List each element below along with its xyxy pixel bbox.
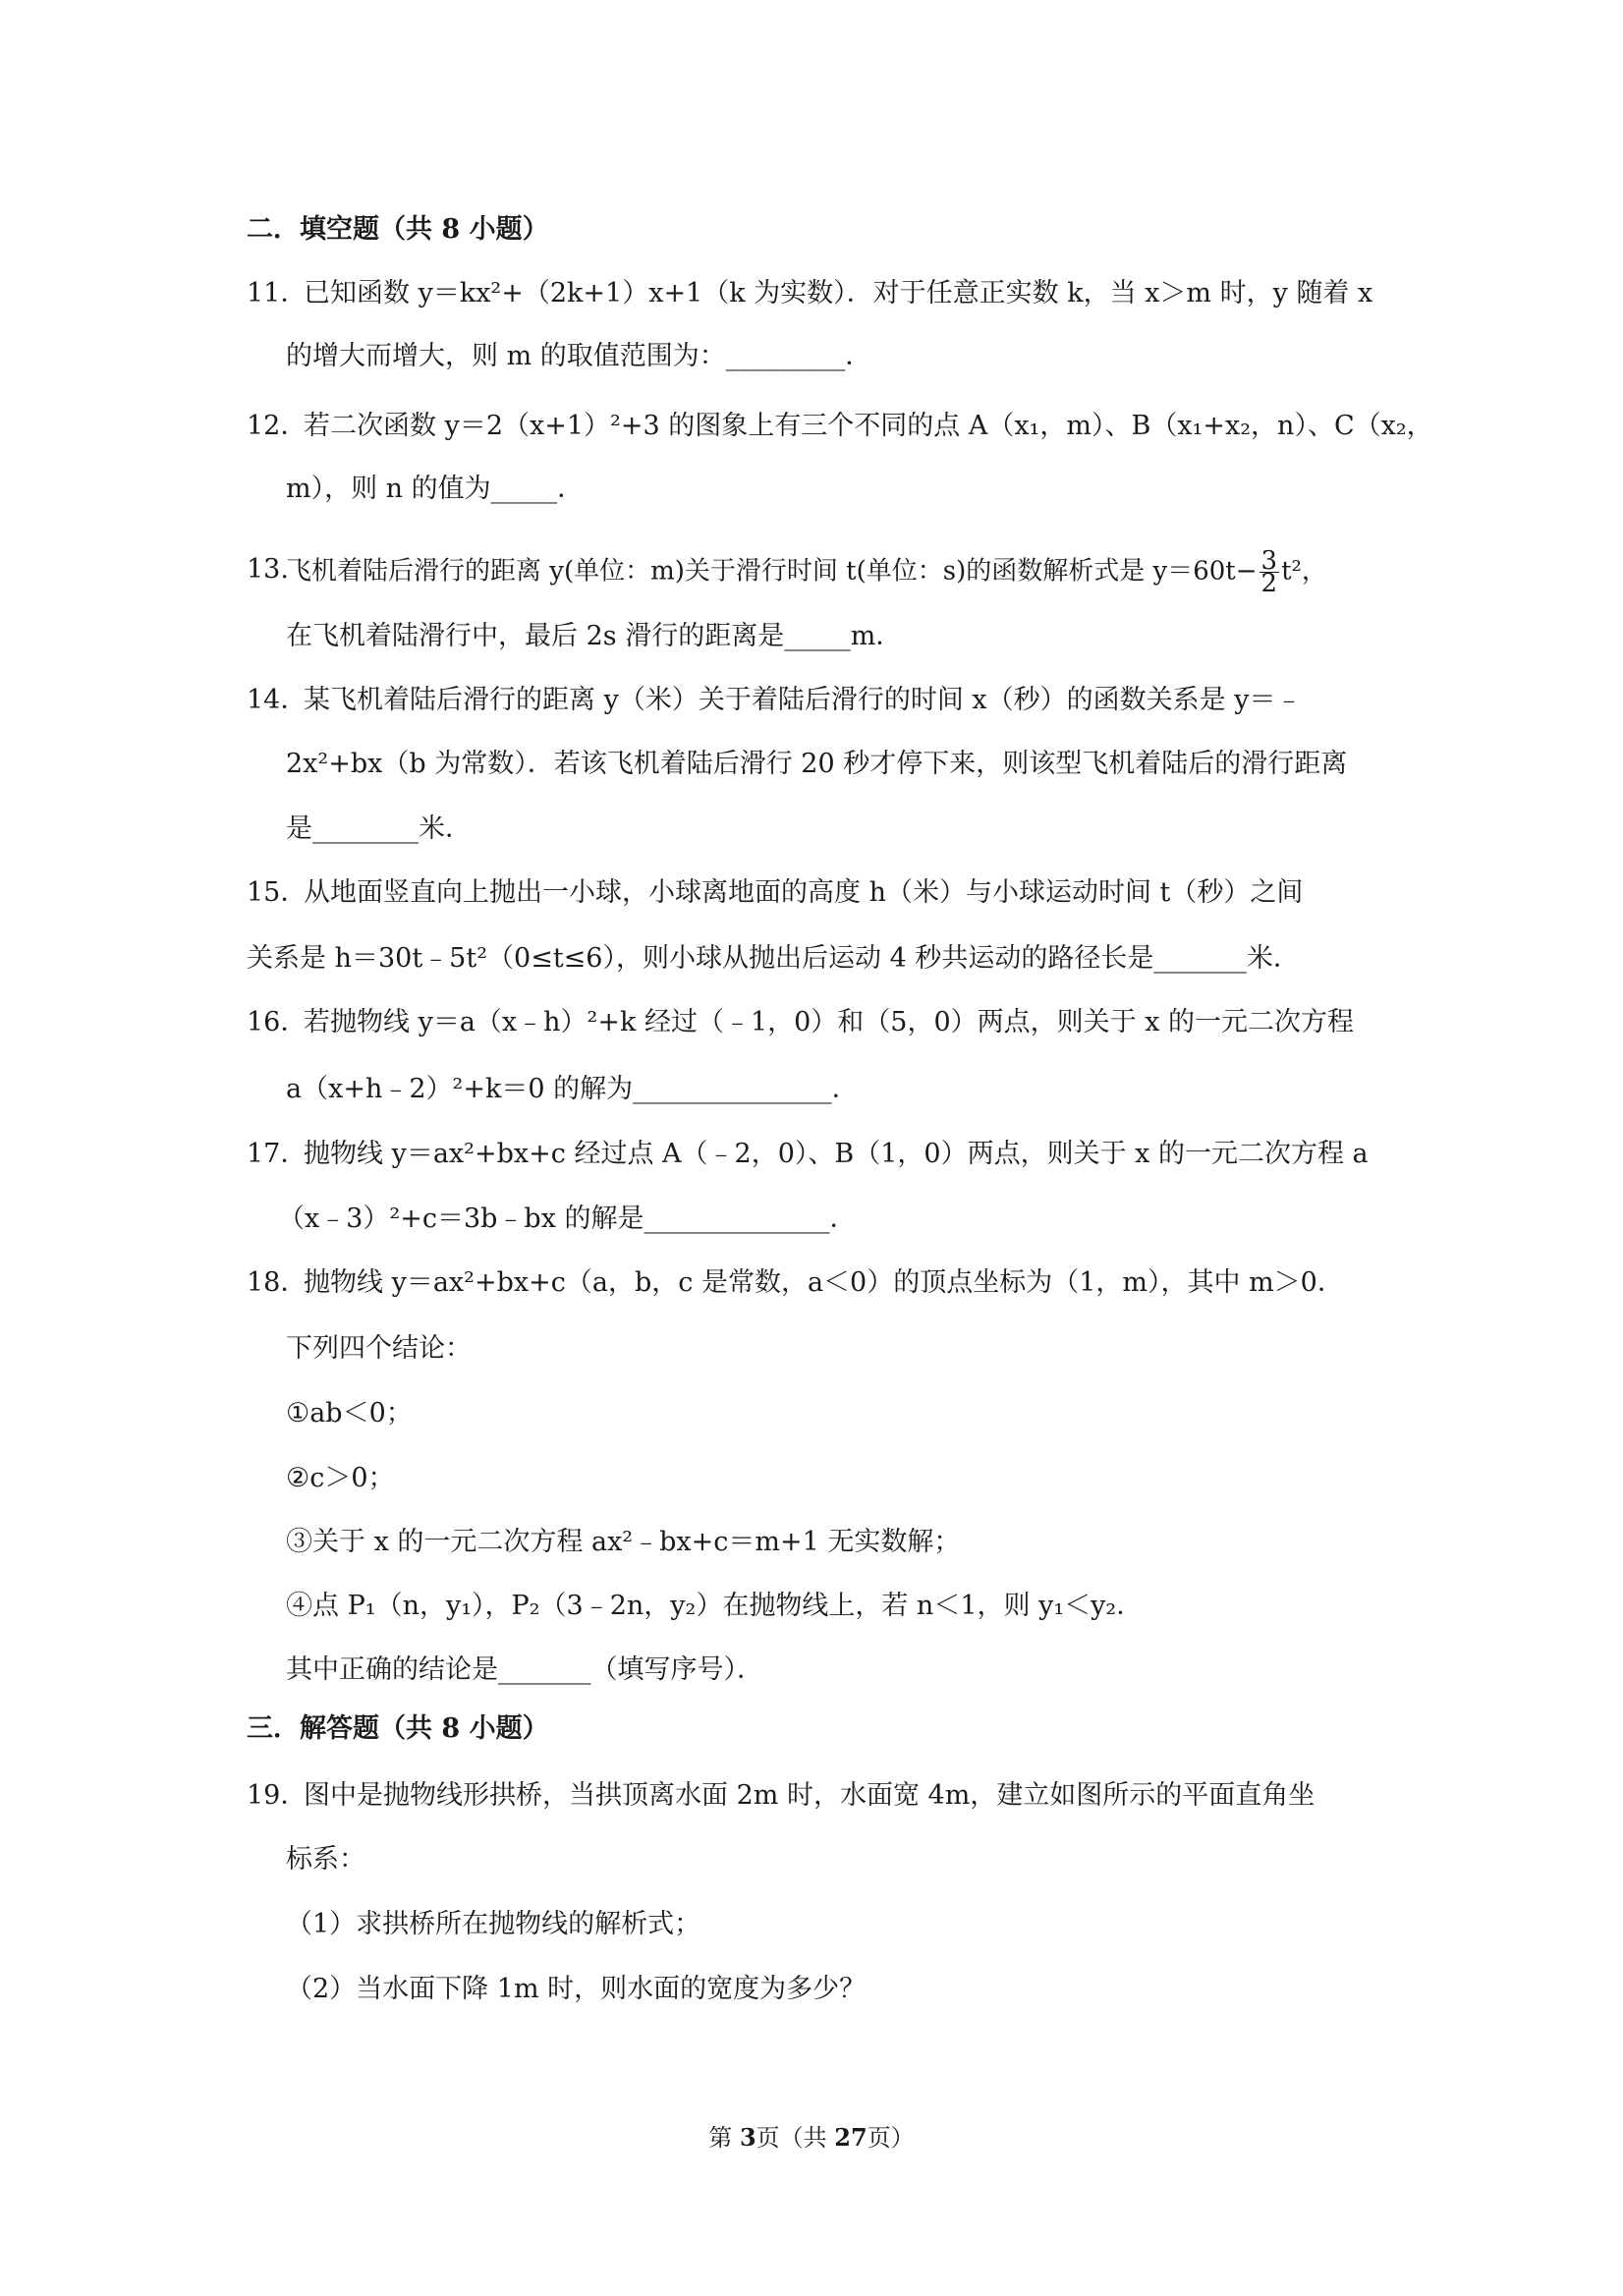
choice-text: ④点 P₁（n，y₁），P₂（3﹣2n，y₂）在抛物线上，若 n＜1，则 y₁＜y₂． (286, 1591, 1144, 1621)
total-pages: 27 (834, 2123, 867, 2152)
fraction-denominator: 2 (1260, 569, 1278, 598)
fraction-numerator: 3 (1260, 546, 1278, 576)
question-text: （x﹣3）²+c＝3b﹣bx 的解是______________． (278, 1204, 857, 1234)
question-text: 若抛物线 y＝a（x﹣h）²+k 经过（﹣1，0）和（5，0）两点，则关于 x 的一元二次方程 (304, 1007, 1355, 1037)
sub-question-text: （2）当水面下降 1m 时，则水面的宽度为多少？ (286, 1974, 867, 2004)
sub-question-text: （1）求拱桥所在抛物线的解析式； (286, 1909, 701, 1939)
page-footer (0, 2118, 1623, 2153)
question-text: 其中正确的结论是_______（填写序号）． (286, 1654, 763, 1685)
question-text: 从地面竖直向上抛出一小球，小球离地面的高度 h（米）与小球运动时间 t（秒）之间 (304, 877, 1304, 908)
question-text: 是________米． (286, 813, 472, 844)
question-text: m），则 n 的值为_____． (286, 474, 585, 504)
question-text-part: t²， (1281, 556, 1327, 587)
question-text: 抛物线 y＝ax²+bx+c（a，b，c 是常数，a＜0）的顶点坐标为（1，m），其中 m＞0． (304, 1267, 1344, 1298)
question-number: 12． (247, 411, 308, 441)
question-number: 14． (247, 685, 308, 715)
question-text-part: 飞机着陆后滑行的距离 y(单位：m)关于滑行时间 t(单位：s)的函数解析式是 y＝60t− (286, 556, 1258, 587)
question-text: 某飞机着陆后滑行的距离 y（米）关于着陆后滑行的时间 x（秒）的函数关系是 y＝﹣ (304, 685, 1303, 715)
question-text: 2x²+bx（b 为常数）．若该飞机着陆后滑行 20 秒才停下来，则该型飞机着陆后的滑行距离 (286, 749, 1348, 779)
footer-text: 页） (867, 2124, 915, 2152)
question-text: a（x+h﹣2）²+k＝0 的解为_______________． (286, 1074, 859, 1104)
question-text: 抛物线 y＝ax²+bx+c 经过点 A（﹣2，0）、B（1，0）两点，则关于 x 的一元二次方程 a (304, 1139, 1369, 1169)
page-number: 3 (739, 2123, 756, 2152)
question-text: 关系是 h＝30t﹣5t²（0≤t≤6），则小球从抛出后运动 4 秒共运动的路径长是_______米． (247, 943, 1300, 974)
question-text: 在飞机着陆滑行中，最后 2s 滑行的距离是_____m． (286, 621, 903, 651)
choice-text: ③关于 x 的一元二次方程 ax²﹣bx+c＝m+1 无实数解； (286, 1527, 961, 1557)
question-text: 若二次函数 y＝2（x+1）²+3 的图象上有三个不同的点 A（x₁，m）、B（x₁+x₂，n）、C（x₂， (304, 411, 1433, 441)
question-number: 15． (247, 877, 308, 908)
question-number: 13. (247, 554, 289, 585)
question-text: 图中是抛物线形拱桥，当拱顶离水面 2m 时，水面宽 4m，建立如图所示的平面直角坐 (304, 1780, 1315, 1811)
question-text (286, 546, 1327, 598)
question-number: 19． (247, 1780, 308, 1811)
question-text: 标系： (286, 1844, 365, 1875)
question-number: 17． (247, 1139, 308, 1169)
choice-text: ①ab＜0； (286, 1398, 413, 1428)
section-heading-answer: 三．解答题（共 8 小题） (247, 1713, 549, 1744)
question-text: 已知函数 y＝kx²+（2k+1）x+1（k 为实数）．对于任意正实数 k，当 x＞m 时，y 随着 x (304, 278, 1373, 308)
footer-text: 页（共 (756, 2124, 835, 2152)
question-text: 下列四个结论： (286, 1333, 472, 1364)
footer-text: 第 (708, 2124, 740, 2152)
question-number: 16． (247, 1007, 308, 1037)
question-text: 的增大而增大，则 m 的取值范围为：_________． (286, 341, 872, 371)
question-number: 11． (247, 278, 308, 308)
question-number: 18． (247, 1267, 308, 1298)
fraction (1259, 546, 1280, 598)
choice-text: ②c＞0； (286, 1463, 395, 1493)
section-heading-fill-in: 二．填空题（共 8 小题） (247, 214, 549, 245)
